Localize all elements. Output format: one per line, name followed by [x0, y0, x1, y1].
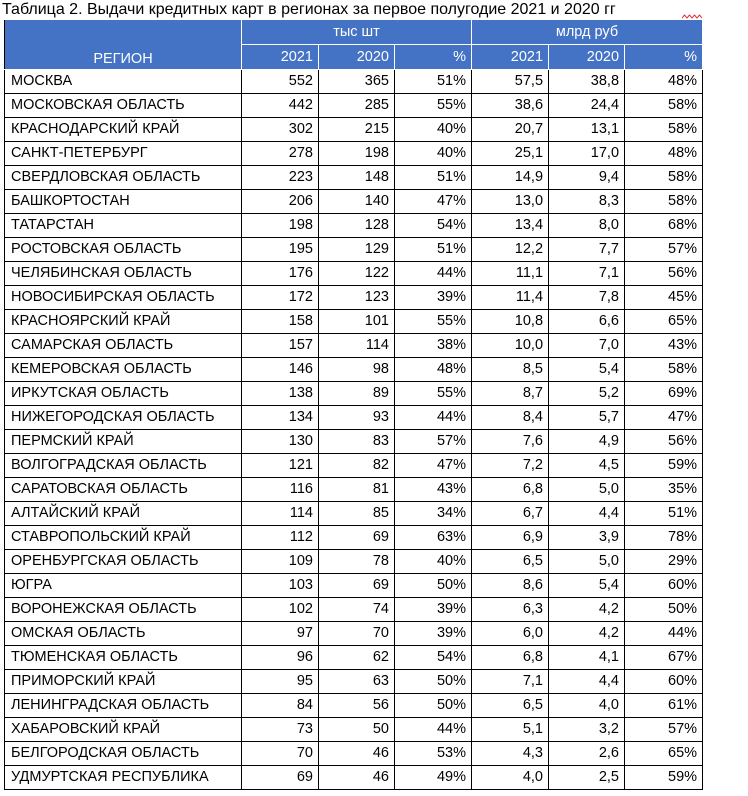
money-2020-cell: 4,2 [549, 622, 625, 646]
region-cell: АЛТАЙСКИЙ КРАЙ [5, 502, 242, 526]
units-2020-cell: 123 [319, 286, 395, 310]
money-pct-cell: 58% [625, 358, 703, 382]
money-2021-cell: 5,1 [472, 718, 549, 742]
units-2021-cell: 102 [242, 598, 319, 622]
units-pct-cell: 53% [395, 742, 472, 766]
units-pct-cell: 47% [395, 454, 472, 478]
money-pct-cell: 58% [625, 190, 703, 214]
money-2021-cell: 7,1 [472, 670, 549, 694]
money-pct-cell: 48% [625, 70, 703, 94]
region-cell: МОСКОВСКАЯ ОБЛАСТЬ [5, 94, 242, 118]
region-cell: РОСТОВСКАЯ ОБЛАСТЬ [5, 238, 242, 262]
money-2020-cell: 24,4 [549, 94, 625, 118]
units-2020-cell: 69 [319, 526, 395, 550]
money-2020-cell: 4,9 [549, 430, 625, 454]
money-2020-cell: 2,6 [549, 742, 625, 766]
table-row [5, 334, 703, 358]
money-pct-cell: 58% [625, 166, 703, 190]
region-cell: КРАСНОДАРСКИЙ КРАЙ [5, 118, 242, 142]
units-pct-cell: 49% [395, 766, 472, 790]
money-2020-cell: 7,7 [549, 238, 625, 262]
header-money-2020: 2020 [549, 45, 625, 70]
table-row [5, 406, 703, 430]
money-2021-cell: 6,7 [472, 502, 549, 526]
title-row [0, 0, 748, 19]
units-pct-cell: 40% [395, 142, 472, 166]
table-title: Таблица 2. Выдачи кредитных карт в регионах за первое полугодие 2021 и 2020 гг [2, 1, 616, 18]
money-pct-cell: 58% [625, 94, 703, 118]
units-pct-cell: 44% [395, 718, 472, 742]
table-row [5, 694, 703, 718]
money-2020-cell: 4,0 [549, 694, 625, 718]
region-cell: КРАСНОЯРСКИЙ КРАЙ [5, 310, 242, 334]
money-pct-cell: 59% [625, 454, 703, 478]
header-units-2021: 2021 [242, 45, 319, 70]
money-pct-cell: 60% [625, 670, 703, 694]
region-cell: СВЕРДЛОВСКАЯ ОБЛАСТЬ [5, 166, 242, 190]
units-pct-cell: 48% [395, 358, 472, 382]
table-row [5, 622, 703, 646]
money-2020-cell: 3,2 [549, 718, 625, 742]
money-2020-cell: 7,1 [549, 262, 625, 286]
units-pct-cell: 39% [395, 598, 472, 622]
region-cell: МОСКВА [5, 70, 242, 94]
units-2021-cell: 278 [242, 142, 319, 166]
money-pct-cell: 68% [625, 214, 703, 238]
money-2020-cell: 3,9 [549, 526, 625, 550]
money-2021-cell: 13,0 [472, 190, 549, 214]
units-pct-cell: 50% [395, 574, 472, 598]
money-pct-cell: 60% [625, 574, 703, 598]
region-cell: ЧЕЛЯБИНСКАЯ ОБЛАСТЬ [5, 262, 242, 286]
money-2021-cell: 8,4 [472, 406, 549, 430]
units-2020-cell: 114 [319, 334, 395, 358]
money-pct-cell: 48% [625, 142, 703, 166]
units-2021-cell: 114 [242, 502, 319, 526]
units-pct-cell: 51% [395, 238, 472, 262]
money-2021-cell: 11,1 [472, 262, 549, 286]
units-pct-cell: 39% [395, 286, 472, 310]
units-2021-cell: 158 [242, 310, 319, 334]
units-pct-cell: 47% [395, 190, 472, 214]
units-pct-cell: 40% [395, 550, 472, 574]
money-2020-cell: 5,2 [549, 382, 625, 406]
money-2020-cell: 5,4 [549, 358, 625, 382]
units-pct-cell: 55% [395, 310, 472, 334]
money-2020-cell: 4,5 [549, 454, 625, 478]
units-2020-cell: 70 [319, 622, 395, 646]
header-region: РЕГИОН [5, 20, 242, 70]
table-row [5, 70, 703, 94]
units-2020-cell: 365 [319, 70, 395, 94]
money-2020-cell: 9,4 [549, 166, 625, 190]
region-cell: ПРИМОРСКИЙ КРАЙ [5, 670, 242, 694]
units-2021-cell: 96 [242, 646, 319, 670]
units-2021-cell: 206 [242, 190, 319, 214]
units-pct-cell: 39% [395, 622, 472, 646]
table-row [5, 646, 703, 670]
units-2020-cell: 62 [319, 646, 395, 670]
money-2020-cell: 13,1 [549, 118, 625, 142]
units-pct-cell: 50% [395, 670, 472, 694]
table-row [5, 238, 703, 262]
region-cell: ИРКУТСКАЯ ОБЛАСТЬ [5, 382, 242, 406]
units-2020-cell: 85 [319, 502, 395, 526]
units-pct-cell: 51% [395, 166, 472, 190]
table-row [5, 430, 703, 454]
money-2021-cell: 8,5 [472, 358, 549, 382]
money-2021-cell: 6,8 [472, 478, 549, 502]
table-row [5, 550, 703, 574]
units-2021-cell: 172 [242, 286, 319, 310]
region-cell: ЮГРА [5, 574, 242, 598]
money-pct-cell: 57% [625, 238, 703, 262]
units-2020-cell: 140 [319, 190, 395, 214]
table-row [5, 142, 703, 166]
units-pct-cell: 55% [395, 94, 472, 118]
money-2020-cell: 4,4 [549, 502, 625, 526]
money-2020-cell: 5,0 [549, 550, 625, 574]
money-pct-cell: 61% [625, 694, 703, 718]
units-2020-cell: 129 [319, 238, 395, 262]
money-pct-cell: 59% [625, 766, 703, 790]
units-pct-cell: 51% [395, 70, 472, 94]
money-pct-cell: 50% [625, 598, 703, 622]
money-2021-cell: 6,5 [472, 550, 549, 574]
units-2020-cell: 198 [319, 142, 395, 166]
money-2021-cell: 13,4 [472, 214, 549, 238]
table-row [5, 286, 703, 310]
units-2021-cell: 302 [242, 118, 319, 142]
units-pct-cell: 54% [395, 646, 472, 670]
money-2021-cell: 8,6 [472, 574, 549, 598]
units-2020-cell: 82 [319, 454, 395, 478]
credit-cards-table [4, 19, 703, 790]
region-cell: ХАБАРОВСКИЙ КРАЙ [5, 718, 242, 742]
units-2021-cell: 138 [242, 382, 319, 406]
money-2020-cell: 17,0 [549, 142, 625, 166]
table-row [5, 454, 703, 478]
money-2020-cell: 4,2 [549, 598, 625, 622]
units-2021-cell: 112 [242, 526, 319, 550]
header-money-2021: 2021 [472, 45, 549, 70]
units-pct-cell: 43% [395, 478, 472, 502]
table-row [5, 94, 703, 118]
units-pct-cell: 50% [395, 694, 472, 718]
region-cell: ПЕРМСКИЙ КРАЙ [5, 430, 242, 454]
table-row [5, 214, 703, 238]
table-row [5, 166, 703, 190]
money-2021-cell: 14,9 [472, 166, 549, 190]
region-cell: БАШКОРТОСТАН [5, 190, 242, 214]
units-pct-cell: 38% [395, 334, 472, 358]
units-2021-cell: 84 [242, 694, 319, 718]
units-pct-cell: 44% [395, 406, 472, 430]
table-row [5, 358, 703, 382]
units-2020-cell: 89 [319, 382, 395, 406]
money-2021-cell: 38,6 [472, 94, 549, 118]
money-2020-cell: 4,4 [549, 670, 625, 694]
money-2021-cell: 7,6 [472, 430, 549, 454]
table-row [5, 382, 703, 406]
table-row [5, 262, 703, 286]
units-2021-cell: 157 [242, 334, 319, 358]
money-2021-cell: 4,0 [472, 766, 549, 790]
units-2021-cell: 134 [242, 406, 319, 430]
money-2020-cell: 7,8 [549, 286, 625, 310]
table-row [5, 190, 703, 214]
units-2021-cell: 198 [242, 214, 319, 238]
units-2020-cell: 285 [319, 94, 395, 118]
units-2020-cell: 78 [319, 550, 395, 574]
units-pct-cell: 57% [395, 430, 472, 454]
money-2021-cell: 10,8 [472, 310, 549, 334]
units-2020-cell: 81 [319, 478, 395, 502]
money-2020-cell: 8,0 [549, 214, 625, 238]
region-cell: СТАВРОПОЛЬСКИЙ КРАЙ [5, 526, 242, 550]
money-2020-cell: 2,5 [549, 766, 625, 790]
header-units-group: тыс шт [242, 20, 472, 45]
table-row [5, 766, 703, 790]
units-2020-cell: 101 [319, 310, 395, 334]
money-2021-cell: 12,2 [472, 238, 549, 262]
money-2020-cell: 6,6 [549, 310, 625, 334]
units-2021-cell: 442 [242, 94, 319, 118]
money-2020-cell: 5,4 [549, 574, 625, 598]
header-units-pct: % [395, 45, 472, 70]
table-row [5, 478, 703, 502]
money-pct-cell: 51% [625, 502, 703, 526]
units-2020-cell: 128 [319, 214, 395, 238]
money-2021-cell: 6,8 [472, 646, 549, 670]
table-body [5, 70, 703, 790]
money-pct-cell: 69% [625, 382, 703, 406]
region-cell: НОВОСИБИРСКАЯ ОБЛАСТЬ [5, 286, 242, 310]
units-2021-cell: 176 [242, 262, 319, 286]
units-pct-cell: 55% [395, 382, 472, 406]
money-2020-cell: 5,0 [549, 478, 625, 502]
money-pct-cell: 29% [625, 550, 703, 574]
money-2021-cell: 6,9 [472, 526, 549, 550]
money-pct-cell: 78% [625, 526, 703, 550]
region-cell: ЛЕНИНГРАДСКАЯ ОБЛАСТЬ [5, 694, 242, 718]
region-cell: КЕМЕРОВСКАЯ ОБЛАСТЬ [5, 358, 242, 382]
units-2021-cell: 69 [242, 766, 319, 790]
money-2021-cell: 6,5 [472, 694, 549, 718]
header-units-2020: 2020 [319, 45, 395, 70]
region-cell: БЕЛГОРОДСКАЯ ОБЛАСТЬ [5, 742, 242, 766]
units-2021-cell: 70 [242, 742, 319, 766]
units-pct-cell: 40% [395, 118, 472, 142]
units-2021-cell: 116 [242, 478, 319, 502]
units-2021-cell: 223 [242, 166, 319, 190]
units-2021-cell: 103 [242, 574, 319, 598]
units-2020-cell: 50 [319, 718, 395, 742]
money-pct-cell: 58% [625, 118, 703, 142]
money-2021-cell: 20,7 [472, 118, 549, 142]
money-2021-cell: 6,0 [472, 622, 549, 646]
money-pct-cell: 44% [625, 622, 703, 646]
units-pct-cell: 63% [395, 526, 472, 550]
header-money-group: млрд руб [472, 20, 703, 45]
units-2020-cell: 69 [319, 574, 395, 598]
units-2021-cell: 73 [242, 718, 319, 742]
money-pct-cell: 43% [625, 334, 703, 358]
region-cell: УДМУРТСКАЯ РЕСПУБЛИКА [5, 766, 242, 790]
region-cell: ОРЕНБУРГСКАЯ ОБЛАСТЬ [5, 550, 242, 574]
money-pct-cell: 56% [625, 262, 703, 286]
table-row [5, 118, 703, 142]
region-cell: САРАТОВСКАЯ ОБЛАСТЬ [5, 478, 242, 502]
units-2021-cell: 130 [242, 430, 319, 454]
units-2021-cell: 109 [242, 550, 319, 574]
units-pct-cell: 34% [395, 502, 472, 526]
units-2021-cell: 97 [242, 622, 319, 646]
money-pct-cell: 35% [625, 478, 703, 502]
units-pct-cell: 44% [395, 262, 472, 286]
units-2021-cell: 195 [242, 238, 319, 262]
money-pct-cell: 45% [625, 286, 703, 310]
table-row [5, 718, 703, 742]
money-2021-cell: 25,1 [472, 142, 549, 166]
region-cell: ВОРОНЕЖСКАЯ ОБЛАСТЬ [5, 598, 242, 622]
units-2020-cell: 215 [319, 118, 395, 142]
units-2020-cell: 74 [319, 598, 395, 622]
units-2020-cell: 46 [319, 766, 395, 790]
money-2020-cell: 4,1 [549, 646, 625, 670]
region-cell: САМАРСКАЯ ОБЛАСТЬ [5, 334, 242, 358]
header-money-pct: % [625, 45, 703, 70]
region-cell: ОМСКАЯ ОБЛАСТЬ [5, 622, 242, 646]
units-2020-cell: 93 [319, 406, 395, 430]
money-2021-cell: 11,4 [472, 286, 549, 310]
region-cell: ТЮМЕНСКАЯ ОБЛАСТЬ [5, 646, 242, 670]
units-2020-cell: 56 [319, 694, 395, 718]
region-cell: САНКТ-ПЕТЕРБУРГ [5, 142, 242, 166]
money-2020-cell: 8,3 [549, 190, 625, 214]
units-2020-cell: 98 [319, 358, 395, 382]
money-2021-cell: 10,0 [472, 334, 549, 358]
units-2020-cell: 63 [319, 670, 395, 694]
table-row [5, 670, 703, 694]
money-2021-cell: 7,2 [472, 454, 549, 478]
units-2021-cell: 95 [242, 670, 319, 694]
money-pct-cell: 47% [625, 406, 703, 430]
money-pct-cell: 65% [625, 310, 703, 334]
money-2021-cell: 8,7 [472, 382, 549, 406]
table-row [5, 310, 703, 334]
money-2020-cell: 5,7 [549, 406, 625, 430]
units-pct-cell: 54% [395, 214, 472, 238]
money-pct-cell: 56% [625, 430, 703, 454]
units-2020-cell: 122 [319, 262, 395, 286]
region-cell: ТАТАРСТАН [5, 214, 242, 238]
money-pct-cell: 57% [625, 718, 703, 742]
region-cell: ВОЛГОГРАДСКАЯ ОБЛАСТЬ [5, 454, 242, 478]
money-2021-cell: 57,5 [472, 70, 549, 94]
units-2020-cell: 148 [319, 166, 395, 190]
region-cell: НИЖЕГОРОДСКАЯ ОБЛАСТЬ [5, 406, 242, 430]
money-2020-cell: 7,0 [549, 334, 625, 358]
units-2021-cell: 121 [242, 454, 319, 478]
money-pct-cell: 65% [625, 742, 703, 766]
table-row [5, 502, 703, 526]
table-row [5, 742, 703, 766]
money-2020-cell: 38,8 [549, 70, 625, 94]
units-2021-cell: 146 [242, 358, 319, 382]
table-row [5, 526, 703, 550]
units-2020-cell: 46 [319, 742, 395, 766]
units-2021-cell: 552 [242, 70, 319, 94]
money-pct-cell: 67% [625, 646, 703, 670]
units-2020-cell: 83 [319, 430, 395, 454]
money-2021-cell: 4,3 [472, 742, 549, 766]
table-row [5, 574, 703, 598]
table-row [5, 598, 703, 622]
money-2021-cell: 6,3 [472, 598, 549, 622]
